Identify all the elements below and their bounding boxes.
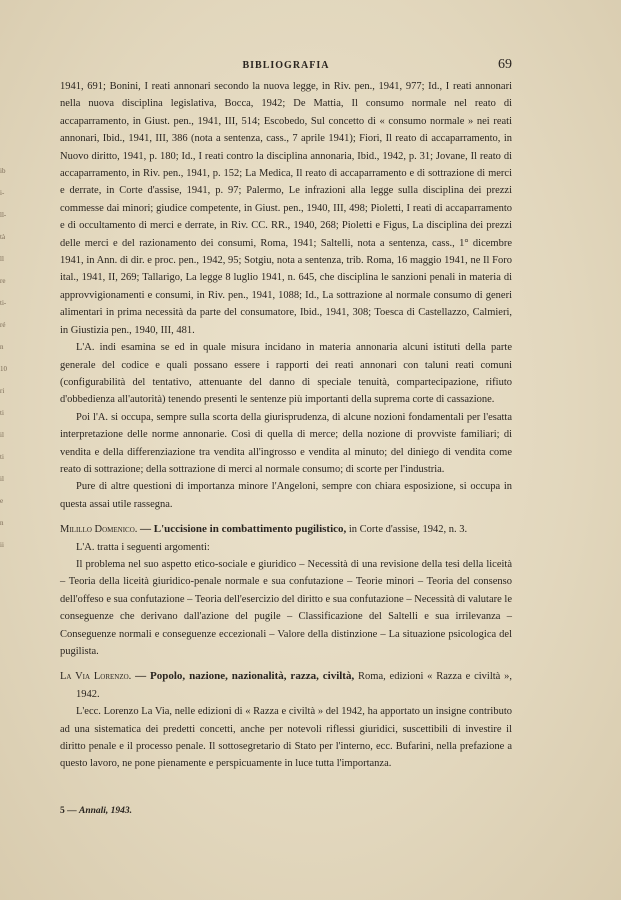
entry-title: — Popolo, nazione, nazionalità, razza, civiltà, — [135, 670, 355, 683]
body-text — [60, 78, 512, 773]
edge-mark: ii — [0, 541, 4, 549]
entry-intro: L'A. tratta i seguenti argomenti: — [76, 541, 210, 553]
edge-mark: ti — [0, 409, 4, 417]
paragraph-3: Pure di altre questioni di importanza minore l'Angeloni, sempre con chiara esposizione, si occupa in questa assai utile rassegna. — [60, 481, 512, 510]
entry-author: La Via Lorenzo. — [60, 671, 132, 683]
journal-year: Annali, 1943. — [79, 806, 133, 816]
footer-dash: — — [67, 806, 77, 816]
edge-mark: il — [0, 431, 4, 439]
edge-mark: n — [0, 519, 4, 527]
edge-mark: i- — [0, 189, 5, 197]
edge-mark: 10 — [0, 365, 7, 373]
bibliography-paragraph: 1941, 691; Bonini, I reati annonari secondo la nuova legge, in Riv. pen., 1941, 977; Id., I reati annonari nella nuova disciplina legislativa, Bocca, 1942; De Mattia, Il consumo normale nel reato di accaparramento, in Giust. pen., 1941, III, 514; Escobedo, Sul concetto di « consumo normale » nei reati annonari, Ibid., 1941, III, 386 (nota a sentenza, cass., 7 aprile 1941); Fiori, Il reato di accaparramento, in Nuovo diritto, 1941, p. 180; Id., I reati contro la disciplina annonaria, Ibid., 1942, p. 31; Jovane, Il reato di accaparramento, in Riv. pen., 1941, p. 152; La Medica, Il reato di accaparramento e di sottrazione di merci e derrate, in Corte d'assise, 1941, p. 97; Palermo, Le infrazioni alla legge sulla disciplina dei prezzi commesse dai minori; giudice competente, in Giust. pen., 1940, III, 498; Pioletti, I reati di accaparramento e di occultamento di merci e derrate, in Riv. CC. RR., 1940, 268; Pioletti e Figus, La disciplina dei prezzi delle merci e del razionamento dei consumi, Roma, 1941; Saltelli, nota a sentenza, cass., 1° dicembre 1941, in Ann. di dir. e proc. pen., 1942, 95; Sotgiu, nota a sentenza, trib. Roma, 16 maggio 1941, ne Il Foro ital., 1941, II, 269; Tallarigo, La legge 8 luglio 1941, n. 645, che disciplina le sanzioni penali in materia di approvvigionamenti e consumi, in Riv. pen., 1941, 1088; Id., La sottrazione al normale consumo di generi alimentari in prima necessità da parte del consumatore, Ibid., 1941, 308; Toesca di Castellazzo, Calmieri, in Giustizia pen., 1940, III, 481. — [60, 81, 512, 336]
page-number: 69 — [498, 57, 512, 72]
page-footer — [60, 806, 512, 816]
edge-mark: e — [0, 497, 4, 505]
entry-author: Milillo Domenico. — [60, 524, 138, 536]
signature-mark: 5 — [60, 806, 65, 816]
entry-source: in Corte d'assise, 1942, n. 3. — [348, 524, 468, 536]
paragraph-1: L'A. indi esamina se ed in quale misura incidano in materia annonaria alcuni istituti della parte generale del codice e quali possano essere i rapporti dei reati annonari con taluni reati comuni (configurabilità del tentativo, attenuante del danno di speciale tenuità, compartecipazione, rifiuto d'obbedienza all'autorità) tenendo presenti le sentenze più importanti della suprema corte di cassazione. — [60, 342, 512, 406]
edge-mark: il — [0, 475, 4, 483]
paragraph-2: Poi l'A. si occupa, sempre sulla scorta della giurisprudenza, di alcune nozioni fondamentali per l'esatta interpretazione delle norme annonarie. Così di quella di merce; della nozione di provviste familiari; di vendita e della differenziazione tra vendita all'ingrosso e vendita al minuto; del diniego di vendita come reato di sottrazione; della sottrazione di merci al normale consumo; di scorte per l'industria. — [60, 411, 512, 475]
edge-mark: ri — [0, 387, 5, 395]
edge-mark: ll — [0, 255, 4, 263]
entry-topics: Il problema nel suo aspetto etico-sociale e giuridico – Necessità di una revisione della tesi della liceità – Teoria della liceità giuridico-penale normale e sua confutazione – Teorie minori – Teoria del consenso dell'offeso e sua confutazione – Teoria dell'esercizio del diritto e sua confutazione – Necessità di valutare le conseguenze che derivano dall'azione del pugile – Classificazione del Saltelli e sua irrilevanza – Conseguenze normali e conseguenze eccezionali – Valore della distinzione – La situazione psicologica del pugilista. — [60, 558, 512, 657]
edge-mark: ti- — [0, 299, 7, 307]
edge-mark: re — [0, 277, 6, 285]
edge-mark: ti — [0, 453, 4, 461]
edge-mark: ré — [0, 321, 6, 329]
page-header — [60, 57, 512, 75]
edge-marks — [0, 160, 14, 700]
entry-heading-lavia — [60, 668, 512, 703]
entry-title: — L'uccisione in combattimento pugilistico, — [140, 523, 347, 536]
entry-heading-milillo — [60, 521, 512, 538]
entry-source: Roma, edizioni « Razza e civiltà », 1942. — [76, 671, 513, 700]
edge-mark: n — [0, 343, 4, 351]
edge-mark: ib — [0, 167, 6, 175]
edge-mark: ll- — [0, 211, 7, 219]
edge-mark: tà — [0, 233, 6, 241]
entry-text: L'ecc. Lorenzo La Via, nelle edizioni di « Razza e civiltà » del 1942, ha apportato un insigne contributo ad una sistematica dei predetti concetti, anche per notevoli riflessi giuridici, suscettibili di investire il diritto penale e il processo penale. Il sottosegretario di Stato per l'interno, ecc. Bufarini, nella prefazione a questo lavoro, ne pone pienamente e perspicuamente in luce tutta l'importanza. — [60, 706, 512, 770]
running-title: BIBLIOGRAFIA — [242, 60, 330, 71]
